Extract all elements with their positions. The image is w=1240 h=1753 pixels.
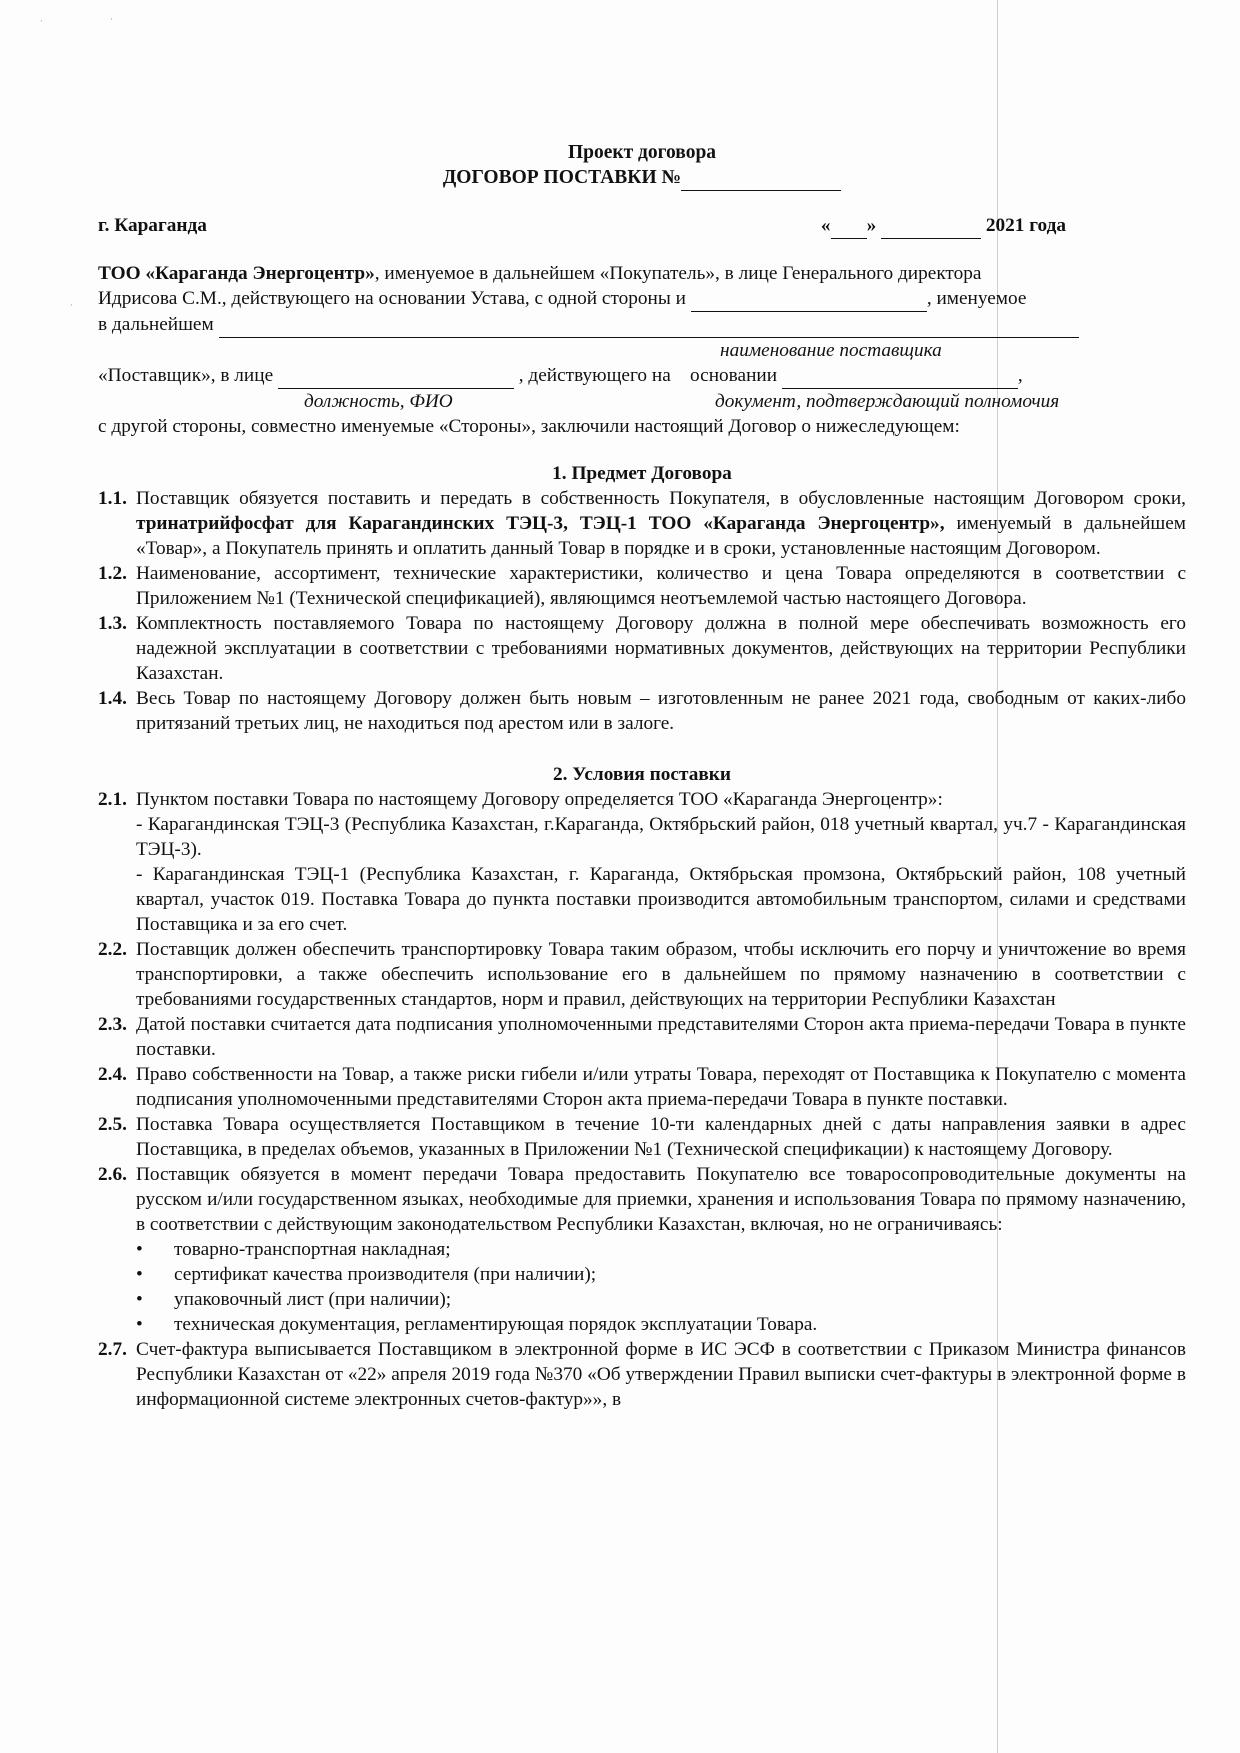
clause-text: Счет-фактура выписывается Поставщиком в электронной форме в ИС ЭСФ в соответствии с Приказом Министра финансов Республики Казахстан от «22» апреля 2019 года №370 «Об утверждении Правил выписки счет-фактуры в электронной форме в информационной системе электронных счетов-фактур»», в <box>136 1339 1186 1410</box>
bullet-marker: • <box>136 1239 143 1260</box>
date-close-quote: » <box>866 215 877 236</box>
clause-number: 2.6. <box>98 1164 127 1185</box>
clause-text: Поставщик должен обеспечить транспортировку Товара таким образом, чтобы исключить его порчу и уничтожение во время транспортировки, а также обеспечить использование его в дальнейшем по прямому назначению в соответствии с требованиями государственных стандартов, норм и правил, действующих на территории Республики Казахстан <box>136 939 1186 1010</box>
clause-2-3 <box>98 1012 1186 1062</box>
bullet-item <box>98 1287 1186 1312</box>
clause-number: 1.3. <box>98 613 127 634</box>
caption-row <box>98 389 1186 414</box>
preamble-line4-b: , действующего на <box>518 365 671 386</box>
clause-2-5 <box>98 1112 1186 1162</box>
clause-number: 2.2. <box>98 939 127 960</box>
clause-number: 1.2. <box>98 563 127 584</box>
city-date-row <box>98 213 1186 239</box>
contract-date <box>821 213 1066 239</box>
contract-title-text: ДОГОВОР ПОСТАВКИ № <box>442 167 682 188</box>
clause-2-1-sub-1: - Карагандинская ТЭЦ-3 (Республика Казахстан, г.Караганда, Октябрьский район, 018 учетный квартал, уч.7 - Карагандинская ТЭЦ-3). <box>136 814 1186 860</box>
clause-2-2 <box>98 937 1186 1012</box>
clause-text: Датой поставки считается дата подписания уполномоченными представителями Сторон акта приема-передачи Товара в пункте поставки. <box>136 1014 1186 1060</box>
clause-text: Поставщик обязуется в момент передачи Товара предоставить Покупателю все товаросопроводительные документы на русском и/или государственном языках, необходимые для приемки, хранения и использования Товара по прямому назначению, в соответствии с действующим законодательством Республики Казахстан, включая, но не ограничиваясь: <box>136 1164 1186 1235</box>
clause-text: Наименование, ассортимент, технические характеристики, количество и цена Товара определяются в соответствии с Приложением №1 (Технической спецификацией), являющимся неотъемлемой частью настоящего Договора. <box>136 563 1186 609</box>
clause-text: Пунктом поставки Товара по настоящему Договору определяется ТОО «Караганда Энергоцентр»: <box>136 789 943 810</box>
scan-mark: · <box>110 14 113 24</box>
clause-2-6 <box>98 1162 1186 1237</box>
draft-label: Проект договора <box>567 142 717 163</box>
section-2-title: 2. Условия поставки <box>553 764 731 785</box>
contract-title <box>98 165 1186 191</box>
preamble-line4-c: основании <box>690 365 778 386</box>
caption-document: документ, подтверждающий полномочия <box>715 391 1060 412</box>
supplier-blank <box>691 286 927 312</box>
clause-number: 2.4. <box>98 1064 127 1085</box>
clause-2-1-sub-2: - Карагандинская ТЭЦ-1 (Республика Казахстан, г. Караганда, Октябрьская промзона, Октябрьский район, 108 учетный квартал, участок 019. Поставка Товара до пункта поставки производится автомобильным транспортом, силами и средствами Поставщика и за его счет. <box>136 864 1186 935</box>
caption-supplier: наименование поставщика <box>720 340 942 361</box>
clause-number: 1.1. <box>98 488 127 509</box>
scan-mark: · <box>40 16 43 26</box>
buyer-name: ТОО «Караганда Энергоцентр» <box>98 263 375 284</box>
bullet-item <box>98 1312 1186 1337</box>
bullet-item <box>98 1262 1186 1287</box>
bullet-text: техническая документация, регламентирующая порядок эксплуатации Товара. <box>174 1314 818 1335</box>
caption-position: должность, ФИО <box>304 391 453 412</box>
clause-1-3 <box>98 611 1186 686</box>
clause-2-4 <box>98 1062 1186 1112</box>
city: г. Караганда <box>98 215 207 236</box>
position-blank <box>278 363 514 389</box>
clause-2-1 <box>98 787 1186 812</box>
supplier-name-blank <box>219 312 1079 338</box>
clause-2-7 <box>98 1337 1186 1412</box>
document-blank <box>782 363 1018 389</box>
bullet-marker: • <box>136 1289 143 1310</box>
contract-number-blank <box>681 165 841 191</box>
clause-1-2 <box>98 561 1186 611</box>
bullet-text: упаковочный лист (при наличии); <box>174 1289 452 1310</box>
preamble-line4-d: , <box>1017 365 1023 386</box>
clause-number: 2.7. <box>98 1339 127 1360</box>
clause-1-1 <box>98 486 1186 561</box>
clause-number: 2.1. <box>98 789 127 810</box>
bullet-item <box>98 1237 1186 1262</box>
month-blank <box>881 213 981 239</box>
clause-text: Право собственности на Товар, а также риски гибели и/или утраты Товара, переходят от Поставщика к Покупателю с момента подписания уполномоченными представителями Сторон акта приема-передачи Товара в пункте поставки. <box>136 1064 1186 1110</box>
bullet-marker: • <box>136 1314 143 1335</box>
clause-text: Весь Товар по настоящему Договору должен быть новым – изготовленным не ранее 2021 года, свободным от каких-либо притязаний третьих лиц, не находиться под арестом или в залоге. <box>136 688 1186 734</box>
preamble-line2-end: , именуемое <box>926 288 1027 309</box>
clause-1-1-text-b: именуемый в дальнейшем «Товар», а Покупатель принять и оплатить данный Товар в порядке и в сроки, установленные настоящим Договором. <box>136 513 1186 559</box>
clause-number: 2.3. <box>98 1014 127 1035</box>
preamble-line1: , именуемое в дальнейшем «Покупатель», в лице Генерального директора <box>374 263 982 284</box>
preamble-line5: с другой стороны, совместно именуемые «Стороны», заключили настоящий Договор о нижеследующем: <box>98 416 960 437</box>
bullet-text: товарно-транспортная накладная; <box>174 1239 451 1260</box>
clause-1-1-text-a: Поставщик обязуется поставить и передать в собственность Покупателя, в обусловленные настоящим Договором сроки, <box>136 488 1186 509</box>
date-open-quote: « <box>820 215 831 236</box>
clause-text: Комплектность поставляемого Товара по настоящему Договору должна в полной мере обеспечивать возможность его надежной эксплуатации в соответствии с требованиями нормативных документов, действующих на территории Республики Казахстан. <box>136 613 1186 684</box>
preamble-line2: Идрисова С.М., действующего на основании Устава, с одной стороны и <box>98 288 686 309</box>
clause-text: Поставка Товара осуществляется Поставщиком в течение 10-ти календарных дней с даты направления заявки в адрес Поставщика, в пределах объемов, указанных в Приложении №1 (Технической спецификации) к настоящему Договору. <box>136 1114 1186 1160</box>
year: 2021 года <box>985 215 1066 236</box>
day-blank <box>831 213 867 239</box>
bullet-marker: • <box>136 1264 143 1285</box>
clause-1-4 <box>98 686 1186 736</box>
preamble-line3: в дальнейшем <box>98 314 214 335</box>
clause-number: 1.4. <box>98 688 127 709</box>
clause-1-1-product: тринатрийфосфат для Карагандинских ТЭЦ-3, ТЭЦ-1 ТОО «Караганда Энергоцентр», <box>136 513 945 534</box>
scan-mark: · <box>70 300 73 310</box>
section-1-title: 1. Предмет Договора <box>552 463 732 484</box>
preamble <box>98 261 1186 439</box>
bullet-text: сертификат качества производителя (при наличии); <box>174 1264 597 1285</box>
preamble-line4: «Поставщик», в лице <box>98 365 274 386</box>
document-body <box>98 140 1186 1412</box>
clause-number: 2.5. <box>98 1114 127 1135</box>
